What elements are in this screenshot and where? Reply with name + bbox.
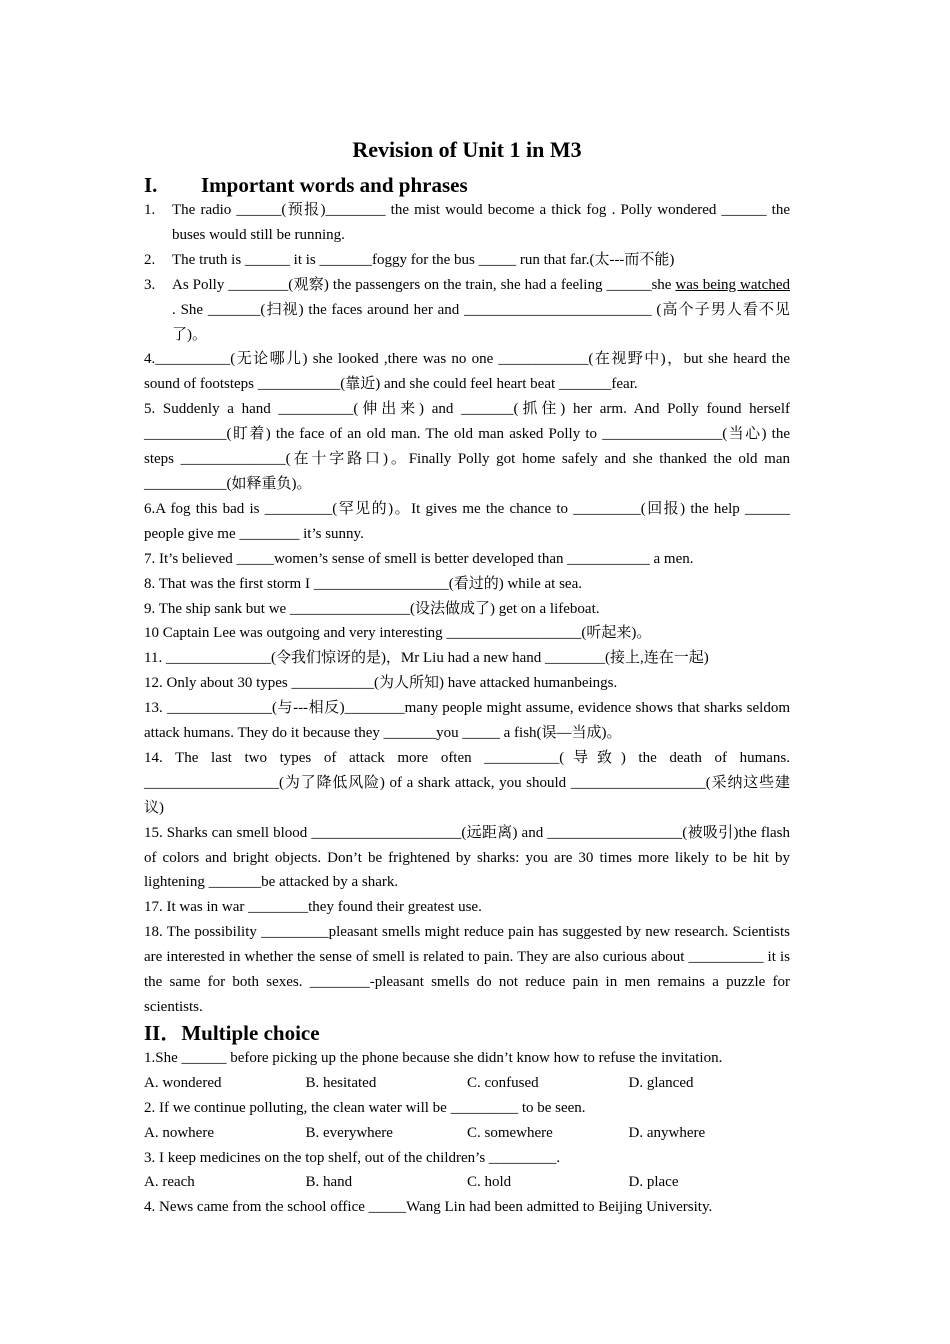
mc-options-2 (144, 1121, 790, 1146)
option-c: C. hold (467, 1174, 512, 1191)
option-b: B. everywhere (305, 1124, 393, 1141)
question-12: 12. Only about 30 types ___________(为人所知) have attacked humanbeings. (144, 675, 618, 692)
question-15: 15. Sharks can smell blood ____________________(远距离) and __________________(被吸引)the flash of colors and bright objects. Don’t be frightened by sharks: you are 30 times more likely to be hit by lightening _______be attacked by a shark. (144, 824, 790, 891)
option-d: D. glanced (628, 1074, 694, 1091)
question-14: 14. The last two types of attack more often __________(导致) the death of humans. __________________(为了降低风险) of a shark attack, you should __________________(采纳这些建议) (144, 749, 790, 816)
question-1: 1. The radio ______(预报)________ the mist would become a thick fog . Polly wondered ______ the buses would still be running. (144, 202, 790, 243)
document-page (144, 136, 790, 1220)
mc-options-3 (144, 1170, 790, 1195)
question-13: 13. ______________(与---相反)________many people might assume, evidence shows that sharks seldom attack humans. They do it because they _______you _____ a fish(误—当成)。 (144, 700, 790, 742)
question-11: 11. ______________(令我们惊讶的是)，Mr Liu had a new hand ________(接上,连在一起) (144, 650, 709, 667)
question-5: 5. Suddenly a hand __________(伸出来) and _______(抓住) her arm. And Polly found herself ___________(盯着) the face of an old man. The old man asked Polly to ________________(当心) the steps ______________(在十字路口)。Finally Polly got home safely and she thanked the old man ___________(如释重负)。 (144, 401, 790, 492)
mc-options-1 (144, 1071, 790, 1096)
option-d: D. anywhere (628, 1124, 706, 1141)
mc-question-2: 2. If we continue polluting, the clean water will be _________ to be seen. (144, 1099, 586, 1116)
option-d: D. place (628, 1174, 679, 1191)
question-9: 9. The ship sank but we ________________(设法做成了) get on a lifeboat. (144, 600, 600, 617)
question-8: 8. That was the first storm I __________________(看过的) while at sea. (144, 575, 582, 592)
mc-question-4: 4. News came from the school office _____Wang Lin had been admitted to Beijing University. (144, 1199, 713, 1216)
question-17: 17. It was in war ________they found their greatest use. (144, 899, 482, 916)
page-title: Revision of Unit 1 in M3 (352, 137, 582, 162)
question-2: 2. The truth is ______ it is _______foggy for the bus _____ run that far.(太---而不能) (144, 251, 675, 268)
section-number: I. (144, 173, 158, 197)
underlined-phrase: was being watched (675, 276, 790, 293)
section-heading-2: II．Multiple choice (144, 1020, 320, 1045)
question-6: 6.A fog this bad is _________(罕见的)。It gives me the chance to _________(回报) the help ______ people give me ________ it’s sunny. (144, 500, 790, 542)
question-18: 18. The possibility _________pleasant smells might reduce pain has suggested by new research. Scientists are interested in whether the sense of smell is related to pain. They are also curious about __________ it is the same for both sexes. ________-pleasant smells do not reduce pain in men remains a puzzle for scientists. (144, 924, 790, 1015)
question-4: 4.__________(无论哪儿) she looked ,there was no one ____________(在视野中)，but she heard the sound of footsteps ___________(靠近) and she could feel heart beat _______fear. (144, 351, 790, 393)
option-c: C. somewhere (467, 1124, 553, 1141)
section-heading-1 (144, 172, 790, 198)
mc-question-3: 3. I keep medicines on the top shelf, out of the children’s _________. (144, 1149, 561, 1166)
question-7: 7. It’s believed _____women’s sense of smell is better developed than ___________ a men. (144, 550, 694, 567)
question-10: 10 Captain Lee was outgoing and very interesting __________________(听起来)。 (144, 625, 652, 642)
option-b: B. hesitated (305, 1074, 377, 1091)
option-a: A. reach (144, 1174, 195, 1191)
option-b: B. hand (305, 1174, 353, 1191)
question-3: 3. As Polly ________(观察) the passengers on the train, she had a feeling ______she was being watched . She _______(扫视) the faces around her and _________________________ (高个子男人看不见了)。 (144, 276, 790, 343)
mc-question-1: 1.She ______ before picking up the phone because she didn’t know how to refuse the invitation. (144, 1049, 723, 1066)
option-a: A. nowhere (144, 1124, 214, 1141)
section-title: Important words and phrases (201, 173, 468, 197)
option-c: C. confused (467, 1074, 539, 1091)
option-a: A. wondered (144, 1074, 222, 1091)
